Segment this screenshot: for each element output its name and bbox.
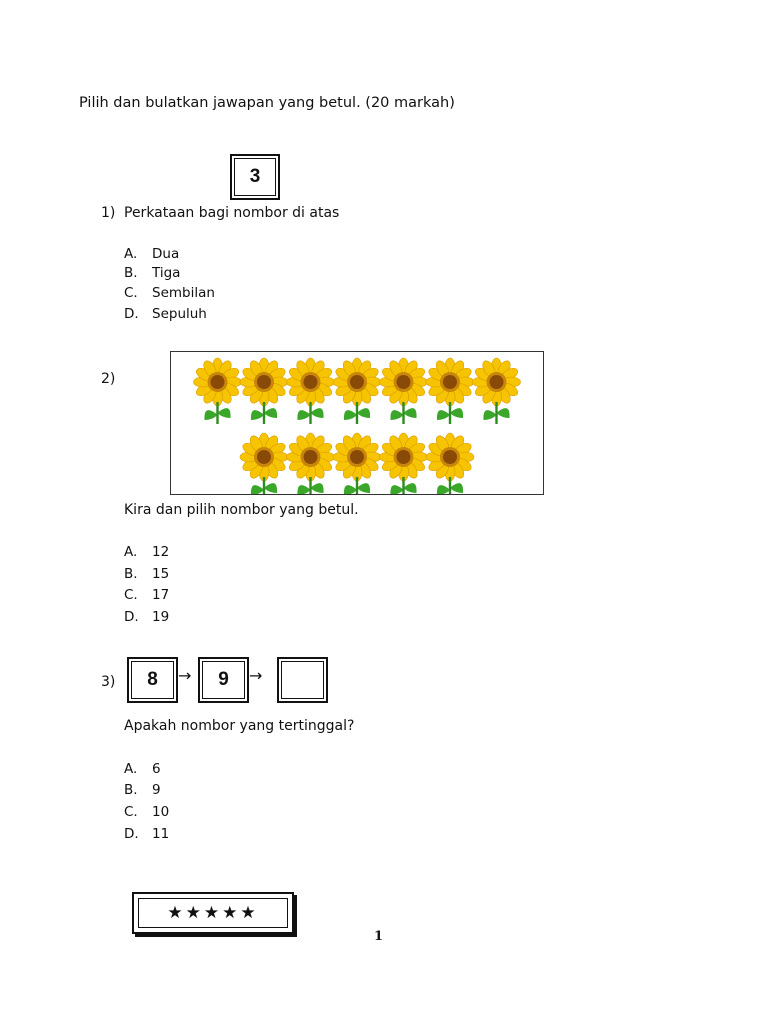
option-letter: A.: [124, 246, 138, 262]
q1-option-d[interactable]: [124, 306, 207, 322]
option-text: 11: [152, 826, 170, 842]
sunflower-icon: [426, 433, 474, 494]
sunflower-icon: [240, 433, 288, 494]
question-3-number: 3): [101, 674, 116, 690]
option-letter: D.: [124, 609, 139, 625]
number-box: [230, 154, 280, 200]
question-2-number: 2): [101, 371, 116, 387]
option-text: Tiga: [152, 265, 181, 281]
q1-option-a[interactable]: [124, 246, 179, 262]
option-text: Sembilan: [152, 285, 215, 301]
option-text: 10: [152, 804, 170, 820]
q3-option-c[interactable]: [124, 804, 169, 820]
q1-option-c[interactable]: [124, 285, 215, 301]
q3-option-a[interactable]: [124, 761, 161, 777]
q2-option-a[interactable]: [124, 544, 169, 560]
q2-option-b[interactable]: [124, 566, 169, 582]
option-text: 17: [152, 587, 170, 603]
option-letter: C.: [124, 285, 138, 301]
option-letter: B.: [124, 566, 138, 582]
sequence-box-2: [198, 657, 249, 703]
sequence-box-missing[interactable]: [277, 657, 328, 703]
instruction-text: Pilih dan bulatkan jawapan yang betul. (20 markah): [79, 95, 455, 111]
question-1-text: Perkataan bagi nombor di atas: [124, 205, 340, 221]
option-letter: B.: [124, 265, 138, 281]
sunflower-drawing: [171, 352, 543, 494]
sunflower-icon: [240, 358, 288, 424]
page-number: 1: [374, 929, 384, 944]
sunflower-icon: [380, 358, 428, 424]
sunflower-icon: [287, 433, 335, 494]
sunflower-icon: [194, 358, 242, 424]
arrow-right-icon: →: [178, 666, 192, 685]
option-text: 19: [152, 609, 170, 625]
sunflower-icon: [426, 358, 474, 424]
q2-option-d[interactable]: [124, 609, 169, 625]
sequence-value: [281, 661, 324, 699]
sequence-value: 8: [131, 661, 174, 699]
option-text: Dua: [152, 246, 180, 262]
question-1-number: 1): [101, 205, 116, 221]
option-letter: C.: [124, 804, 138, 820]
number-box-value: 3: [234, 158, 276, 196]
sunflower-icon: [333, 358, 381, 424]
option-letter: A.: [124, 761, 138, 777]
q2-option-c[interactable]: [124, 587, 169, 603]
sunflower-icon: [473, 358, 521, 424]
question-2-text: Kira dan pilih nombor yang betul.: [124, 502, 359, 518]
sunflower-picture: [170, 351, 544, 495]
option-letter: D.: [124, 306, 139, 322]
sequence-box-1: [127, 657, 178, 703]
q1-option-b[interactable]: [124, 265, 180, 281]
option-text: 12: [152, 544, 170, 560]
option-letter: B.: [124, 782, 138, 798]
sunflower-icon: [380, 433, 428, 494]
star-rating-box: [132, 892, 294, 934]
sunflower-icon: [287, 358, 335, 424]
option-letter: C.: [124, 587, 138, 603]
option-text: 9: [152, 782, 161, 798]
q3-option-d[interactable]: [124, 826, 169, 842]
option-text: 6: [152, 761, 161, 777]
q3-option-b[interactable]: [124, 782, 161, 798]
question-3-text: Apakah nombor yang tertinggal?: [124, 718, 355, 734]
star-icons: ★★★★★: [138, 898, 288, 928]
sunflower-icon: [333, 433, 381, 494]
option-letter: D.: [124, 826, 139, 842]
option-letter: A.: [124, 544, 138, 560]
arrow-right-icon: →: [249, 666, 263, 685]
option-text: Sepuluh: [152, 306, 207, 322]
sequence-value: 9: [202, 661, 245, 699]
option-text: 15: [152, 566, 170, 582]
